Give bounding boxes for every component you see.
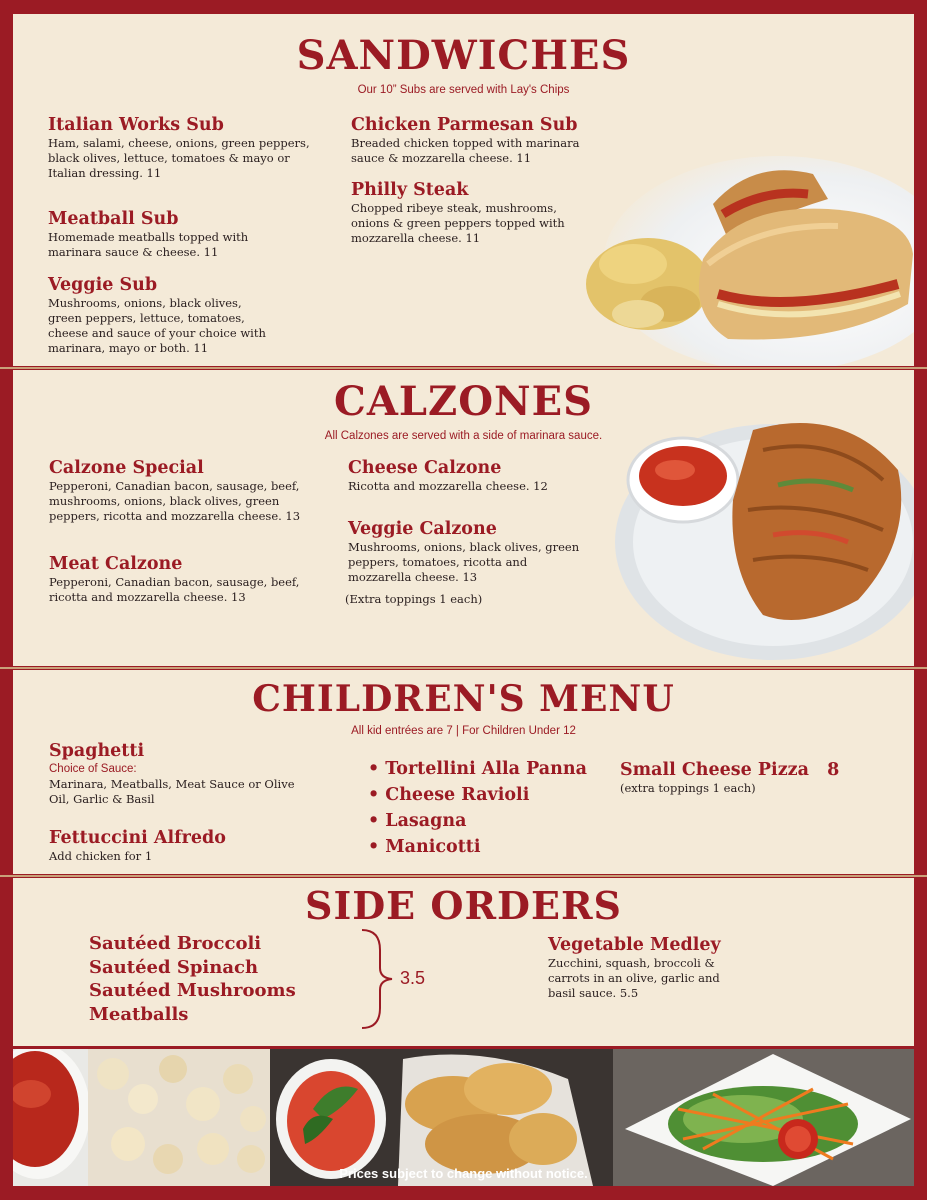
item-description: Zucchini, squash, broccoli & carrots in an olive, garlic and basil sauce. 5.5 xyxy=(548,956,720,1000)
item-description: Ricotta and mozzarella cheese. 12 xyxy=(348,479,548,493)
menu-item xyxy=(49,827,309,864)
list-item: • Manicotti xyxy=(368,837,481,857)
item-name: Calzone Special xyxy=(49,458,204,478)
price-disclaimer: Prices subject to change without notice. xyxy=(339,1166,588,1181)
item-description: Pepperoni, Canadian bacon, sausage, beef, mushrooms, onions, black olives, green peppers, ricotta and mozzarella cheese. 13 xyxy=(49,479,301,523)
item-description: Chopped ribeye steak, mushrooms, onions & green peppers topped with mozzarella cheese. 11 xyxy=(351,201,565,245)
childrens-menu-section xyxy=(13,670,914,874)
menu-item xyxy=(620,759,880,796)
item-description: Pepperoni, Canadian bacon, sausage, beef, ricotta and mozzarella cheese. 13 xyxy=(49,575,300,604)
item-name: Meatball Sub xyxy=(48,209,179,229)
calzone-photo xyxy=(603,390,914,666)
list-item: Sautéed Spinach xyxy=(89,956,259,978)
list-item: Meatballs xyxy=(89,1003,189,1025)
calzones-section xyxy=(13,370,914,666)
menu-item xyxy=(348,518,583,585)
item-description: Ham, salami, cheese, onions, green peppers, black olives, lettuce, tomatoes & mayo or Italian dressing. 11 xyxy=(48,136,310,180)
childrens-menu-title: CHILDREN'S MENU xyxy=(252,678,675,720)
section-divider xyxy=(0,667,927,669)
menu-item xyxy=(48,208,288,260)
section-divider xyxy=(0,875,927,877)
side-group-price: 3.5 xyxy=(400,968,426,988)
pasta-list xyxy=(368,756,608,860)
item-name: Chicken Parmesan Sub xyxy=(351,115,578,135)
list-item: • Tortellini Alla Panna xyxy=(368,759,587,779)
sandwiches-subtitle: Our 10” Subs are served with Lay's Chips xyxy=(357,84,570,96)
calzones-subtitle: All Calzones are served with a side of marinara sauce. xyxy=(324,430,603,442)
item-name: Veggie Sub xyxy=(48,275,158,295)
item-name: Spaghetti xyxy=(49,741,145,761)
side-orders-title: SIDE ORDERS xyxy=(305,883,622,928)
list-item: • Lasagna xyxy=(368,811,467,831)
menu-item xyxy=(348,457,598,494)
item-name: Philly Steak xyxy=(351,180,469,200)
item-description: Mushrooms, onions, black olives, green peppers, tomatoes, ricotta and mozzarella cheese. 13 xyxy=(348,540,580,584)
item-description: (extra toppings 1 each) xyxy=(620,781,756,795)
item-description: Add chicken for 1 xyxy=(49,849,153,863)
side-orders-section xyxy=(13,878,914,1046)
menu-item xyxy=(351,114,611,166)
item-description: Marinara, Meatballs, Meat Sauce or Olive Oil, Garlic & Basil xyxy=(49,777,295,806)
item-description: Breaded chicken topped with marinara sauce & mozzarella cheese. 11 xyxy=(351,136,580,165)
menu-item xyxy=(48,114,318,181)
menu-item xyxy=(351,179,591,246)
sandwich-photo xyxy=(578,144,914,366)
item-description: Mushrooms, onions, black olives, green peppers, lettuce, tomatoes, cheese and sauce of your choice with marinara, mayo or both. 11 xyxy=(48,296,266,355)
calzones-title: CALZONES xyxy=(334,378,593,425)
menu-item xyxy=(548,934,748,1001)
side-list xyxy=(89,932,329,1026)
menu-item xyxy=(49,457,304,524)
sauce-choice-label: Choice of Sauce: xyxy=(49,763,137,775)
list-item: • Cheese Ravioli xyxy=(368,785,530,805)
item-description: Homemade meatballs topped with marinara sauce & cheese. 11 xyxy=(48,230,249,259)
item-name: Cheese Calzone xyxy=(348,458,502,478)
menu-item xyxy=(49,553,319,605)
section-divider xyxy=(0,367,927,369)
brace-icon xyxy=(358,928,398,1030)
list-item: Sautéed Mushrooms xyxy=(89,980,296,1001)
list-item: Sautéed Broccoli xyxy=(89,933,262,954)
sandwiches-section xyxy=(13,14,914,366)
item-name: Fettuccini Alfredo xyxy=(49,828,226,848)
extra-toppings-note: (Extra toppings 1 each) xyxy=(345,592,483,606)
menu-item xyxy=(49,740,314,807)
item-name: Small Cheese Pizza 8 xyxy=(620,760,840,780)
item-name: Veggie Calzone xyxy=(348,519,497,539)
item-name: Italian Works Sub xyxy=(48,115,224,135)
sandwiches-title: SANDWICHES xyxy=(296,32,631,79)
menu-item xyxy=(48,274,268,356)
item-name: Meat Calzone xyxy=(49,554,183,574)
item-name: Vegetable Medley xyxy=(548,935,721,955)
childrens-menu-subtitle: All kid entrées are 7 | For Children Under 12 xyxy=(351,725,576,737)
